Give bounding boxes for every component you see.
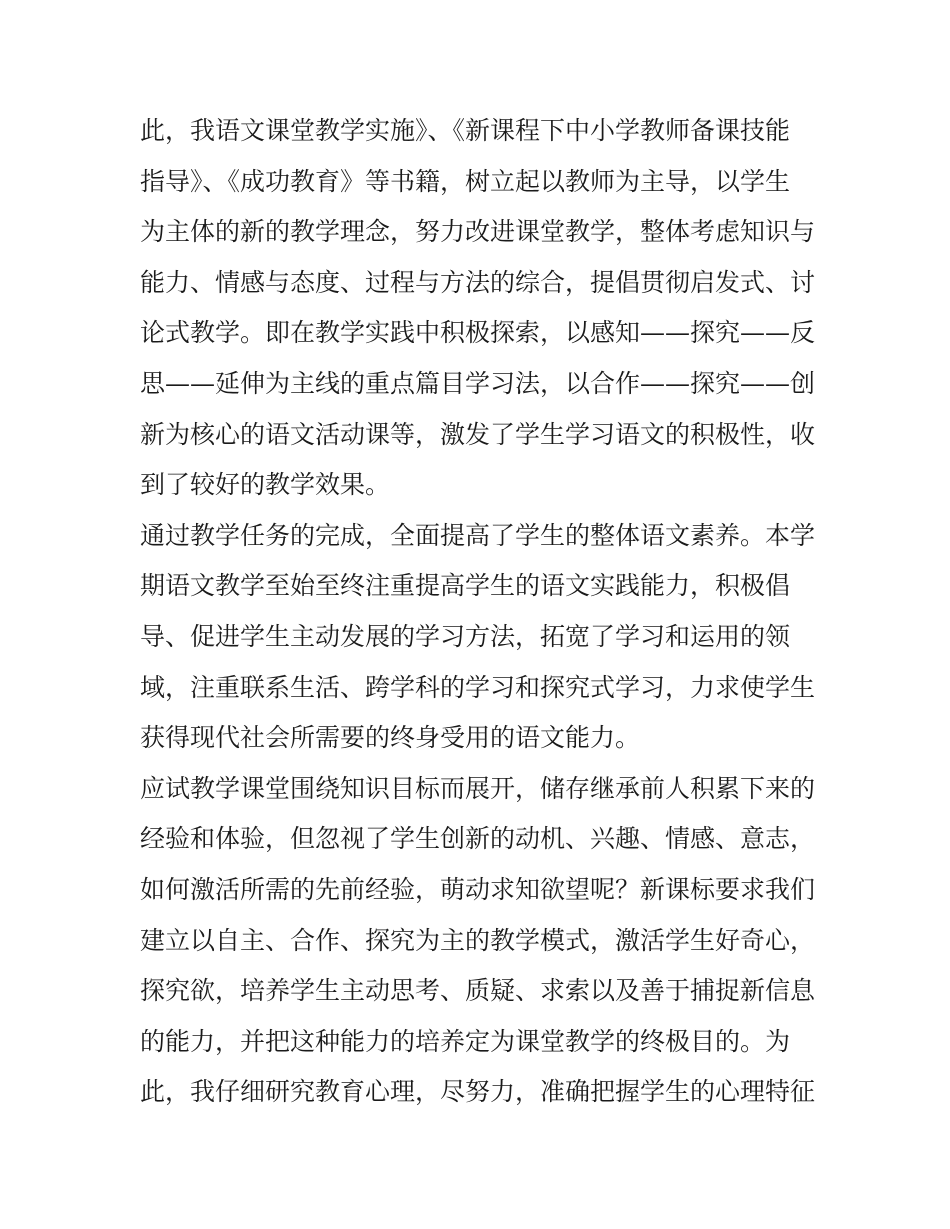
- text-line: 通过教学任务的完成，全面提高了学生的整体语文素养。本学: [140, 520, 816, 550]
- text-line: 为主体的新的教学理念，努力改进课堂教学，整体考虑知识与: [140, 217, 816, 247]
- text-line: 探究欲，培养学生主动思考、质疑、求索以及善于捕捉新信息: [140, 976, 816, 1006]
- document-body: [140, 106, 820, 1118]
- text-line: 此，我语文课堂教学实施》、《新课程下中小学教师备课技能: [140, 116, 791, 145]
- text-line: 此，我仔细研究教育心理，尽努力，准确把握学生的心理特征: [140, 1077, 816, 1107]
- text-line: 期语文教学至始至终注重提高学生的语文实践能力，积极倡: [140, 571, 791, 601]
- text-line: 能力、情感与态度、过程与方法的综合，提倡贯彻启发式、讨: [140, 267, 816, 297]
- text-line: 建立以自主、合作、探究为主的教学模式，激活学生好奇心，: [140, 925, 816, 955]
- text-line: 应试教学课堂围绕知识目标而展开，储存继承前人积累下来的: [140, 773, 816, 803]
- text-line: 域，注重联系生活、跨学科的学习和探究式学习，力求使学生: [140, 672, 816, 702]
- text-line: 获得现代社会所需要的终身受用的语文能力。: [140, 723, 641, 753]
- text-line: 经验和体验，但忽视了学生创新的动机、兴趣、情感、意志，: [140, 824, 816, 854]
- text-line: 指导》、《成功教育》等书籍，树立起以教师为主导，以学生: [140, 166, 791, 196]
- text-line: 新为核心的语文活动课等，激发了学生学习语文的积极性，收: [140, 419, 816, 449]
- text-line: 思——延伸为主线的重点篇目学习法，以合作——探究——创: [140, 368, 816, 398]
- text-line: 的能力，并把这种能力的培养定为课堂教学的终极目的。为: [140, 1026, 791, 1056]
- text-line: 论式教学。即在教学实践中积极探索，以感知——探究——反: [140, 318, 816, 348]
- text-line: 如何激活所需的先前经验，萌动求知欲望呢？新课标要求我们: [140, 874, 816, 904]
- text-line: 导、促进学生主动发展的学习方法，拓宽了学习和运用的领: [140, 621, 791, 651]
- text-line: 到了较好的教学效果。: [140, 470, 391, 500]
